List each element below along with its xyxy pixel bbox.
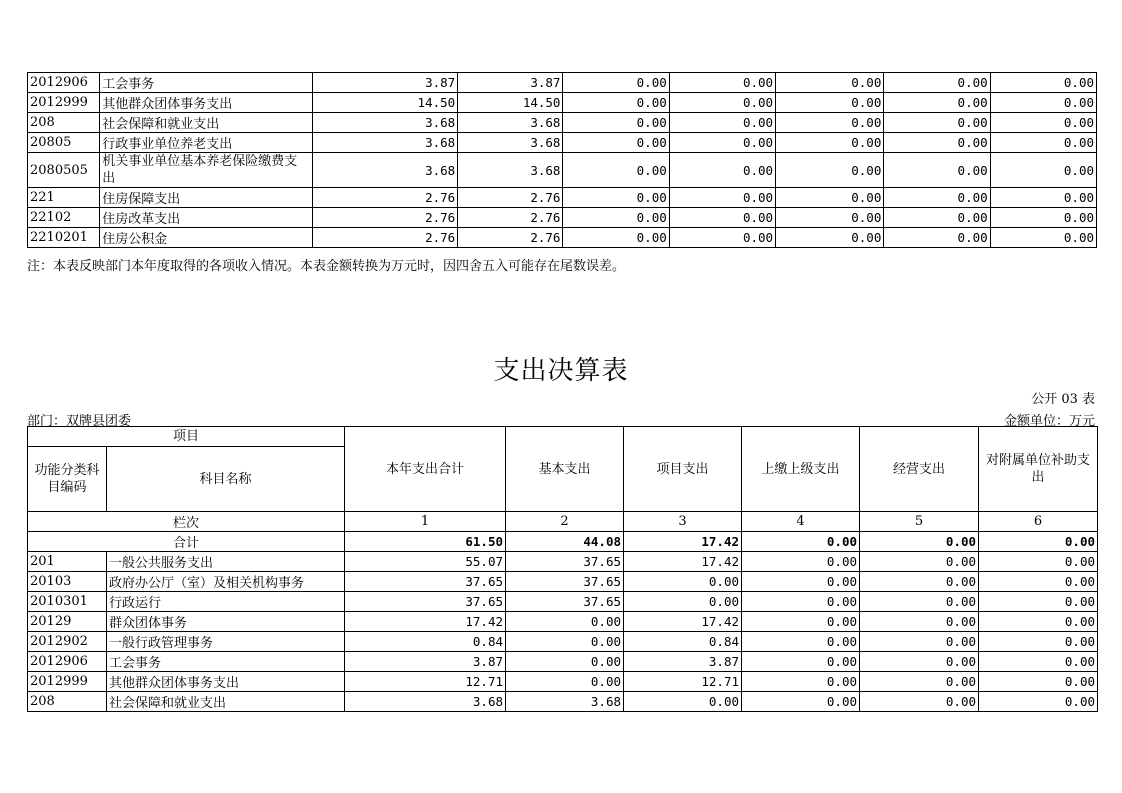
header-project: 项目支出	[624, 427, 742, 512]
amount-cell: 0.00	[860, 692, 979, 712]
amount-cell: 3.87	[458, 73, 563, 93]
subject-code: 2012906	[28, 652, 107, 672]
amount-cell: 0.00	[742, 652, 860, 672]
amount-cell: 14.50	[458, 93, 563, 113]
column-number: 2	[506, 512, 624, 532]
subject-code: 20129	[28, 612, 107, 632]
header-total: 本年支出合计	[345, 427, 506, 512]
subject-code: 208	[28, 692, 107, 712]
amount-cell: 3.68	[312, 133, 457, 153]
subject-name: 住房公积金	[100, 228, 313, 248]
amount-cell: 0.00	[979, 652, 1098, 672]
amount-cell: 0.00	[979, 672, 1098, 692]
amount-cell: 0.00	[742, 592, 860, 612]
amount-cell: 0.00	[563, 113, 669, 133]
header-upper: 上缴上级支出	[742, 427, 860, 512]
page-title: 支出决算表	[493, 356, 629, 386]
amount-cell: 0.00	[742, 612, 860, 632]
subject-name: 行政运行	[107, 592, 345, 612]
table-row	[28, 632, 1098, 652]
table-row	[28, 572, 1098, 592]
subject-code: 2012999	[28, 672, 107, 692]
amount-cell: 0.00	[506, 652, 624, 672]
amount-cell: 0.00	[776, 73, 884, 93]
table-row	[28, 692, 1098, 712]
header-code: 功能分类科目编码	[28, 447, 107, 512]
amount-cell: 0.00	[776, 188, 884, 208]
subject-name: 一般公共服务支出	[107, 552, 345, 572]
amount-cell: 0.00	[990, 188, 1096, 208]
amount-cell: 0.00	[990, 73, 1096, 93]
amount-cell: 12.71	[624, 672, 742, 692]
amount-cell: 37.65	[506, 592, 624, 612]
table-row	[28, 133, 1097, 153]
amount-cell: 3.87	[345, 652, 506, 672]
amount-cell: 0.00	[979, 572, 1098, 592]
amount-cell: 55.07	[345, 552, 506, 572]
amount-cell: 0.00	[624, 572, 742, 592]
amount-cell: 0.00	[669, 153, 775, 188]
amount-cell: 0.00	[979, 552, 1098, 572]
amount-cell: 0.00	[624, 692, 742, 712]
header-item: 项目	[28, 427, 345, 447]
amount-cell: 14.50	[312, 93, 457, 113]
subject-code: 20103	[28, 572, 107, 592]
income-table-body	[28, 73, 1097, 248]
subject-code: 208	[28, 113, 100, 133]
amount-cell: 2.76	[458, 188, 563, 208]
subject-name: 住房改革支出	[100, 208, 313, 228]
amount-cell: 0.00	[669, 73, 775, 93]
amount-cell: 0.00	[742, 572, 860, 592]
income-table-continued	[27, 72, 1097, 248]
amount-cell: 2.76	[312, 228, 457, 248]
header-basic: 基本支出	[506, 427, 624, 512]
amount-cell: 0.00	[776, 113, 884, 133]
subject-name: 其他群众团体事务支出	[107, 672, 345, 692]
expenditure-table	[27, 426, 1098, 712]
column-number: 1	[345, 512, 506, 532]
amount-cell: 0.00	[979, 632, 1098, 652]
amount-cell: 0.00	[776, 93, 884, 113]
amount-cell: 0.00	[979, 612, 1098, 632]
table-row	[28, 153, 1097, 188]
amount-cell: 0.00	[563, 93, 669, 113]
total-row	[28, 532, 1098, 552]
amount-cell: 0.00	[776, 153, 884, 188]
amount-cell: 17.42	[345, 612, 506, 632]
table-row	[28, 672, 1098, 692]
amount-cell: 3.68	[312, 153, 457, 188]
amount-cell: 0.00	[990, 228, 1096, 248]
subject-name: 机关事业单位基本养老保险缴费支出	[100, 153, 313, 188]
amount-cell: 0.00	[669, 93, 775, 113]
expenditure-table-header	[28, 427, 1098, 552]
subject-name: 社会保障和就业支出	[107, 692, 345, 712]
amount-cell: 3.87	[312, 73, 457, 93]
subject-code: 2080505	[28, 153, 100, 188]
amount-cell: 0.00	[563, 73, 669, 93]
subject-name: 工会事务	[107, 652, 345, 672]
amount-cell: 2.76	[312, 208, 457, 228]
subject-name: 一般行政管理事务	[107, 632, 345, 652]
form-code: 公开 03 表	[1031, 392, 1095, 407]
amount-cell: 0.00	[563, 188, 669, 208]
total-amount: 0.00	[979, 532, 1098, 552]
subject-name: 行政事业单位养老支出	[100, 133, 313, 153]
amount-cell: 0.00	[990, 113, 1096, 133]
subject-code: 2012902	[28, 632, 107, 652]
header-business: 经营支出	[860, 427, 979, 512]
header-subsidy: 对附属单位补助支出	[979, 427, 1098, 512]
column-index-label: 栏次	[28, 512, 345, 532]
column-number: 4	[742, 512, 860, 532]
subject-name: 社会保障和就业支出	[100, 113, 313, 133]
amount-cell: 0.00	[669, 208, 775, 228]
amount-cell: 3.87	[624, 652, 742, 672]
amount-cell: 3.68	[312, 113, 457, 133]
amount-cell: 17.42	[624, 612, 742, 632]
total-amount: 44.08	[506, 532, 624, 552]
column-number-row	[28, 512, 1098, 532]
subject-code: 201	[28, 552, 107, 572]
subject-name: 政府办公厅（室）及相关机构事务	[107, 572, 345, 592]
amount-cell: 0.00	[990, 133, 1096, 153]
header-name: 科目名称	[107, 447, 345, 512]
table-note: 注：本表反映部门本年度取得的各项收入情况。本表金额转换为万元时，因四舍五入可能存在尾数误差。	[27, 259, 626, 274]
amount-cell: 37.65	[506, 572, 624, 592]
table-row	[28, 93, 1097, 113]
amount-cell: 37.65	[345, 592, 506, 612]
amount-cell: 0.00	[669, 228, 775, 248]
amount-cell: 3.68	[458, 113, 563, 133]
total-amount: 0.00	[860, 532, 979, 552]
subject-code: 2012999	[28, 93, 100, 113]
table-row	[28, 552, 1098, 572]
amount-cell: 0.00	[563, 153, 669, 188]
amount-cell: 0.00	[624, 592, 742, 612]
amount-cell: 0.00	[884, 93, 990, 113]
table-row	[28, 208, 1097, 228]
amount-cell: 0.00	[506, 612, 624, 632]
subject-code: 2210201	[28, 228, 100, 248]
amount-cell: 3.68	[458, 153, 563, 188]
table-row	[28, 228, 1097, 248]
amount-cell: 0.00	[884, 153, 990, 188]
amount-cell: 17.42	[624, 552, 742, 572]
department-label: 部门：双牌县团委	[27, 414, 132, 429]
amount-cell: 2.76	[458, 208, 563, 228]
total-amount: 0.00	[742, 532, 860, 552]
amount-cell: 0.00	[563, 228, 669, 248]
amount-cell: 0.00	[979, 692, 1098, 712]
expenditure-table-body	[28, 552, 1098, 712]
amount-cell: 0.00	[860, 552, 979, 572]
amount-cell: 0.00	[860, 572, 979, 592]
table-row	[28, 652, 1098, 672]
amount-cell: 2.76	[312, 188, 457, 208]
amount-cell: 0.00	[563, 208, 669, 228]
column-number: 5	[860, 512, 979, 532]
amount-cell: 0.00	[669, 113, 775, 133]
total-amount: 17.42	[624, 532, 742, 552]
amount-cell: 0.00	[884, 73, 990, 93]
amount-cell: 0.00	[990, 93, 1096, 113]
table-row	[28, 73, 1097, 93]
amount-cell: 0.00	[884, 133, 990, 153]
subject-code: 22102	[28, 208, 100, 228]
table-row	[28, 612, 1098, 632]
amount-cell: 0.00	[742, 672, 860, 692]
amount-cell: 0.00	[776, 133, 884, 153]
amount-cell: 0.00	[742, 632, 860, 652]
table-row	[28, 113, 1097, 133]
amount-cell: 0.00	[669, 133, 775, 153]
amount-cell: 0.00	[742, 692, 860, 712]
amount-cell: 0.00	[563, 133, 669, 153]
subject-name: 住房保障支出	[100, 188, 313, 208]
amount-cell: 12.71	[345, 672, 506, 692]
amount-cell: 3.68	[458, 133, 563, 153]
subject-name: 其他群众团体事务支出	[100, 93, 313, 113]
column-number: 3	[624, 512, 742, 532]
amount-cell: 0.84	[345, 632, 506, 652]
column-number: 6	[979, 512, 1098, 532]
amount-cell: 0.00	[860, 592, 979, 612]
amount-cell: 0.00	[860, 612, 979, 632]
amount-cell: 0.00	[860, 672, 979, 692]
amount-cell: 0.00	[742, 552, 860, 572]
amount-cell: 3.68	[506, 692, 624, 712]
amount-cell: 0.00	[990, 153, 1096, 188]
subject-code: 221	[28, 188, 100, 208]
table-row	[28, 188, 1097, 208]
amount-cell: 0.00	[860, 632, 979, 652]
amount-cell: 0.00	[776, 228, 884, 248]
amount-cell: 0.00	[860, 652, 979, 672]
subject-name: 群众团体事务	[107, 612, 345, 632]
amount-cell: 3.68	[345, 692, 506, 712]
amount-cell: 0.00	[979, 592, 1098, 612]
amount-cell: 0.00	[884, 113, 990, 133]
amount-cell: 0.00	[884, 208, 990, 228]
unit-label: 金额单位：万元	[1003, 414, 1095, 429]
amount-cell: 2.76	[458, 228, 563, 248]
subject-code: 2012906	[28, 73, 100, 93]
subject-name: 工会事务	[100, 73, 313, 93]
total-label: 合计	[28, 532, 345, 552]
amount-cell: 37.65	[345, 572, 506, 592]
amount-cell: 0.00	[506, 632, 624, 652]
amount-cell: 0.00	[669, 188, 775, 208]
amount-cell: 0.00	[884, 228, 990, 248]
subject-code: 2010301	[28, 592, 107, 612]
amount-cell: 0.00	[506, 672, 624, 692]
total-amount: 61.50	[345, 532, 506, 552]
amount-cell: 0.84	[624, 632, 742, 652]
amount-cell: 0.00	[990, 208, 1096, 228]
amount-cell: 0.00	[776, 208, 884, 228]
amount-cell: 0.00	[884, 188, 990, 208]
subject-code: 20805	[28, 133, 100, 153]
amount-cell: 37.65	[506, 552, 624, 572]
table-row	[28, 592, 1098, 612]
